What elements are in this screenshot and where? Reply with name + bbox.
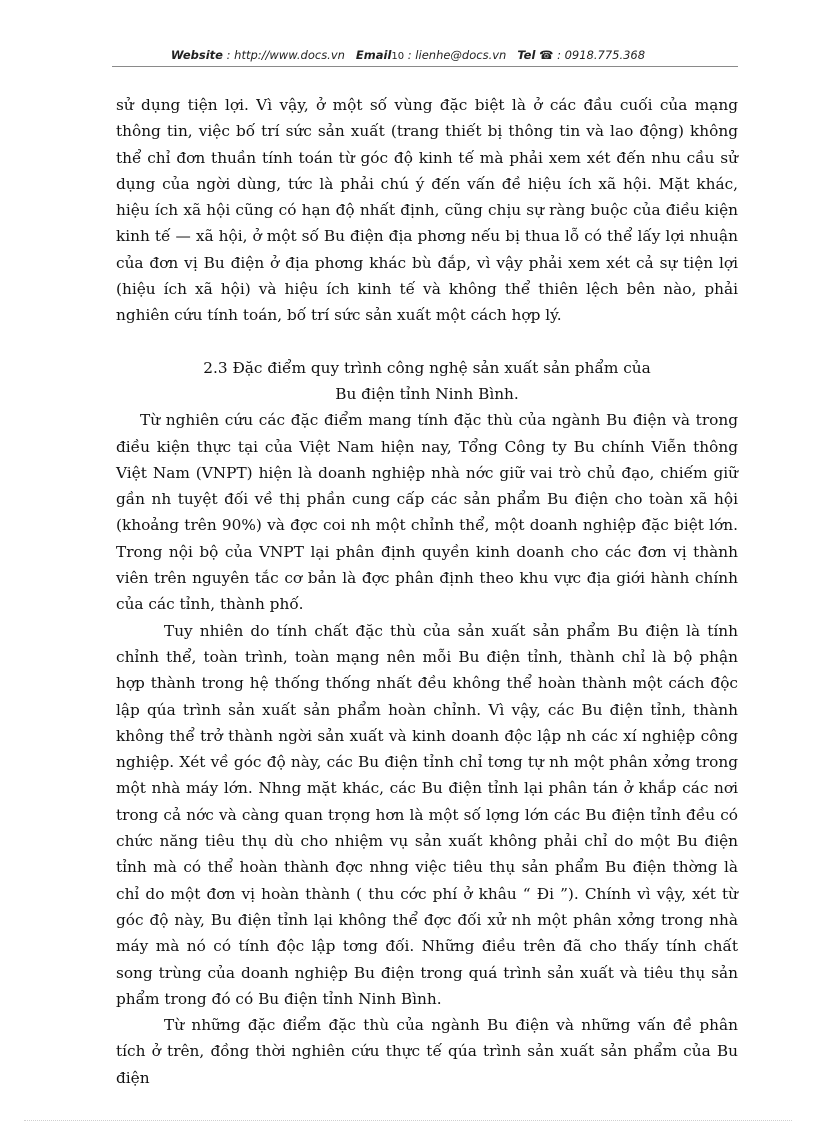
- email-label: Email: [355, 48, 392, 62]
- paragraph-3: Tuy nhiên do tính chất đặc thù của sản xuất sản phẩm Bu điện là tính chỉnh thể, toàn trình, toàn mạng nên mỗi Bu điện tỉnh, thành chỉ là bộ phận hợp thành trong hệ thống thống nhất đều không thể hoàn thành một cách độc lập qúa trình sản xuất sản phẩm hoàn chỉnh. Vì vậy, các Bu điện tỉnh, thành không thể trở thành ngời sản xuất và kinh doanh độc lập nh các xí nghiệp công nghiệp. Xét về góc độ này, các Bu điện tỉnh chỉ tơng tự nh một phân xởng trong một nhà máy lớn. Nhng mặt khác, các Bu điện tỉnh lại phân tán ở khắp các nơi trong cả nớc và càng quan trọng hơn là một số lợng lớn các Bu điện tỉnh đều có chức năng tiêu thụ dù cho nhiệm vụ sản xuất không phải chỉ do một Bu điện tỉnh mà có thể hoàn thành đợc nhng việc tiêu thụ sản phẩm Bu điện thờng là chỉ do một đơn vị hoàn thành ( thu cớc phí ở khâu “ Đi ”). Chính vì vậy, xét từ góc độ này, Bu điện tỉnh lại không thể đợc đối xử nh một phân xởng trong nhà máy mà nó có tính độc lập tơng đối. Những điều trên đã cho thấy tính chất song trùng của doanh nghiệp Bu điện trong quá trình sản xuất và tiêu thụ sản phẩm trong đó có Bu điện tỉnh Ninh Bình.: [116, 621, 738, 1008]
- email-address[interactable]: : lienhe@docs.vn: [407, 48, 507, 62]
- document-body: [116, 92, 738, 1091]
- section-heading-line-2: Bu điện tỉnh Ninh Bình.: [335, 384, 519, 403]
- page-number: 10: [391, 51, 405, 62]
- paragraph-2: Từ nghiên cứu các đặc điểm mang tính đặc thù của ngành Bu điện và trong điều kiện thực tại của Việt Nam hiện nay, Tổng Công ty Bu chính Viễn thông Việt Nam (VNPT) hiện là doanh nghiệp nhà nớc giữ vai trò chủ đạo, chiếm giữ gần nh tuyệt đối về thị phần cung cấp các sản phẩm Bu điện cho toàn xã hội (khoảng trên 90%) và đợc coi nh một chỉnh thể, một doanh nghiệp đặc biệt lớn. Trong nội bộ của VNPT lại phân định quyền kinh doanh cho các đơn vị thành viên trên nguyên tắc cơ bản là đợc phân định theo khu vực địa giới hành chính của các tỉnh, thành phố.: [116, 411, 738, 614]
- section-heading-line-1: 2.3 Đặc điểm quy trình công nghệ sản xuất sản phẩm của: [203, 358, 651, 377]
- footer-divider: [24, 1120, 792, 1121]
- paragraph-1: sử dụng tiện lợi. Vì vậy, ở một số vùng đặc biệt là ở các đầu cuối của mạng thông tin, việc bố trí sức sản xuất (trang thiết bị thông tin và lao động) không thể chỉ đơn thuần tính toán từ góc độ kinh tế mà phải xem xét đến nhu cầu sử dụng của ngời dùng, tức là phải chú ý đến vấn đề hiệu ích xã hội. Mặt khác, hiệu ích xã hội cũng có hạn độ nhất định, cũng chịu sự ràng buộc của điều kiện kinh tế — xã hội, ở một số Bu điện địa phơng nếu bị thua lỗ có thể lấy lợi nhuận của đơn vị Bu điện ở địa phơng khác bù đắp, vì vậy phải xem xét cả sự tiện lợi (hiệu ích xã hội) và hiệu ích kinh tế và không thể thiên lệch bên nào, phải nghiên cứu tính toán, bố trí sức sản xuất một cách hợp lý.: [116, 96, 738, 325]
- header-divider: [112, 66, 738, 67]
- tel-number: : 0918.775.368: [557, 48, 646, 62]
- phone-icon: ☎: [539, 48, 554, 62]
- tel-label: Tel: [517, 48, 536, 62]
- website-url[interactable]: : http://www.docs.vn: [226, 48, 345, 62]
- paragraph-4: Từ những đặc điểm đặc thù của ngành Bu điện và những vấn đề phân tích ở trên, đồng thời nghiên cứu thực tế qúa trình sản xuất sản phẩm của Bu điện: [116, 1016, 738, 1087]
- website-label: Website: [170, 48, 223, 62]
- page-header: [0, 48, 816, 62]
- section-heading: [116, 355, 738, 408]
